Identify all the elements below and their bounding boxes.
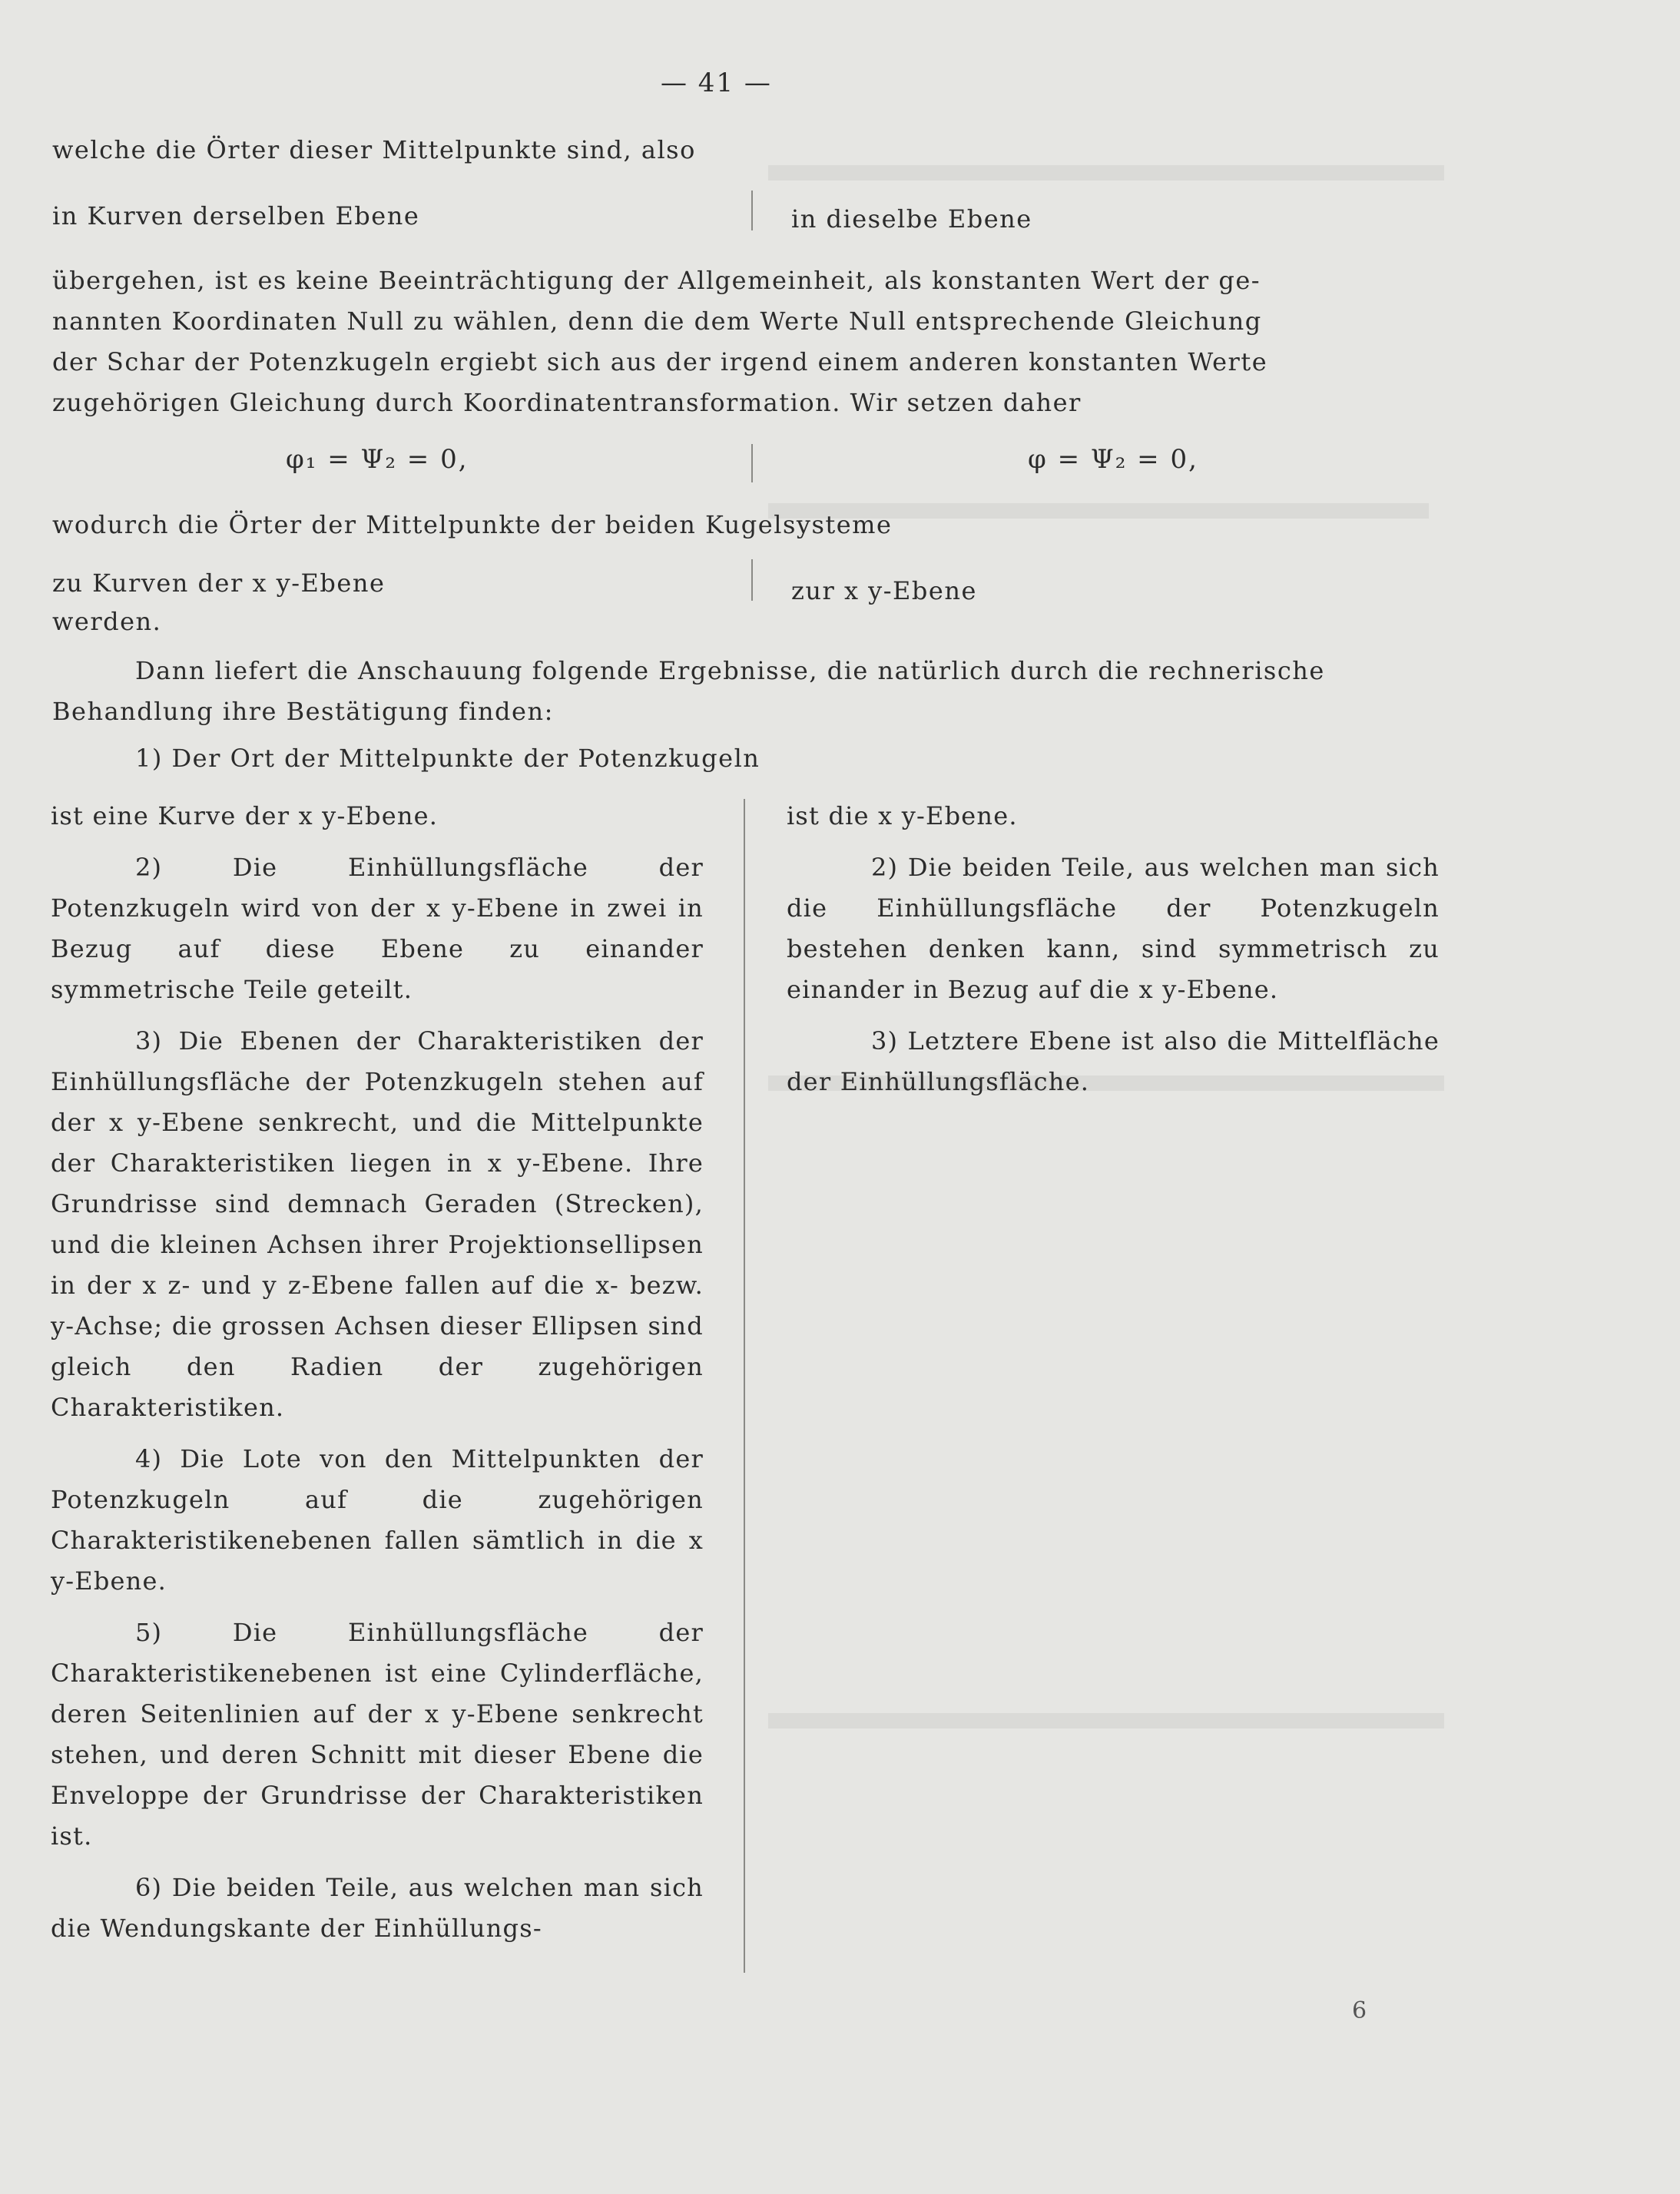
text-line: werden. [52,607,162,636]
text-line: wodurch die Örter der Mittelpunkte der beiden Kugelsysteme [52,510,893,539]
right-paragraph: ist die x y-Ebene. [787,801,1018,830]
paragraph-line: der Schar der Potenzkugeln ergiebt sich aus der irgend einem anderen konstanten Werte [52,347,1268,376]
paragraph-line: nannten Koordinaten Null zu wählen, denn die dem Werte Null entsprechende Gleichung [52,307,1262,336]
left-paragraph: 3) Die Ebenen der Charakteristiken der Einhüllungsfläche der Potenzkugeln stehen auf der x y-Ebene senkrecht, und die Mittelpunkte der Charakteristiken liegen in x y-Ebene. Ihre Grundrisse sind demnach Geraden (Strecken), und die kleinen Achsen ihrer Projektionsellipsen in der x z- und y z-Ebene fallen auf die x- bezw. y-Achse; die grossen Achsen dieser Ellipsen sind gleich den Radien der zugehörigen Charakteristiken. [51,1026,704,1422]
right-column [787,796,1440,1113]
signature-mark: 6 [1352,1997,1367,2024]
text-line-left: in Kurven derselben Ebene [52,201,420,230]
text-line-right: zur x y-Ebene [791,576,977,605]
column-divider [751,191,753,230]
left-paragraph: 5) Die Einhüllungsfläche der Charakteristikenebenen ist eine Cylinderfläche, deren Seitenlinien auf der x y-Ebene senkrecht stehen, und deren Schnitt mit dieser Ebene die Enveloppe der Grundrisse der Charakteristiken ist. [51,1618,704,1851]
column-divider [744,799,745,1973]
formula-right: φ = Ψ₂ = 0, [1028,444,1198,475]
formula-left: φ₁ = Ψ₂ = 0, [286,444,469,475]
paragraph-line: Dann liefert die Anschauung folgende Ergebnisse, die natürlich durch die rechnerische [135,656,1325,685]
text-line-left: zu Kurven der x y-Ebene [52,568,386,598]
paragraph-line: Behandlung ihre Bestätigung finden: [52,697,554,726]
column-divider [751,559,753,601]
paragraph-line: zugehörigen Gleichung durch Koordinatentransformation. Wir setzen daher [52,388,1082,417]
right-paragraph: 2) Die beiden Teile, aus welchen man sich die Einhüllungsfläche der Potenzkugeln bestehen denken kann, sind symmetrisch zu einander in Bezug auf die x y-Ebene. [787,853,1440,1004]
right-paragraph: 3) Letztere Ebene ist also die Mittelfläche der Einhüllungsfläche. [787,1026,1440,1096]
text-line: welche die Örter dieser Mittelpunkte sind, also [52,135,696,164]
bleed-through-shadow [768,165,1444,181]
left-paragraph: 6) Die beiden Teile, aus welchen man sich die Wendungskante der Einhüllungs- [51,1873,704,1943]
left-paragraph: 2) Die Einhüllungsfläche der Potenzkugeln wird von der x y-Ebene in zwei in Bezug auf diese Ebene zu einander symmetrische Teile geteilt. [51,853,704,1004]
left-paragraph: 4) Die Lote von den Mittelpunkten der Potenzkugeln auf die zugehörigen Charakteristikenebenen fallen sämtlich in die x y-Ebene. [51,1444,704,1596]
column-divider [751,444,753,482]
left-column [51,796,704,1960]
text-line-right: in dieselbe Ebene [791,204,1032,234]
left-paragraph: ist eine Kurve der x y-Ebene. [51,801,439,830]
bleed-through-shadow [768,1713,1444,1728]
item-heading: 1) Der Ort der Mittelpunkte der Potenzkugeln [135,744,760,773]
page-number: — 41 — [661,68,772,98]
paragraph-line: übergehen, ist es keine Beeinträchtigung der Allgemeinheit, als konstanten Wert der ge- [52,266,1261,295]
